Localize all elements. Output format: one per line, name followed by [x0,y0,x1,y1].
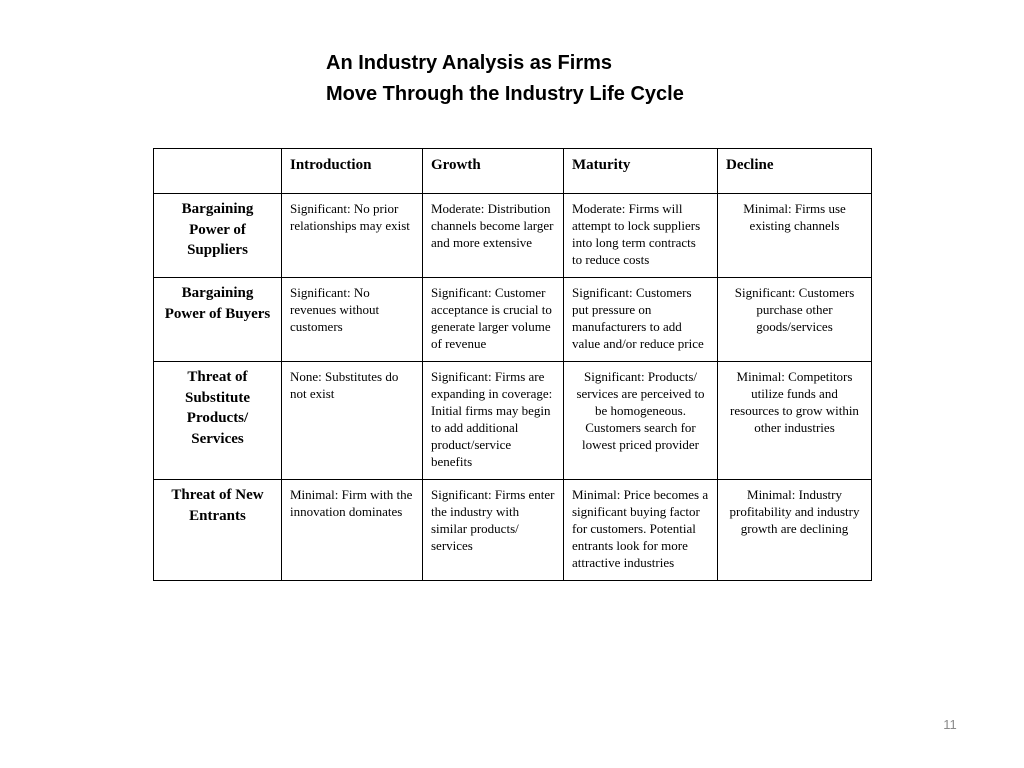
industry-analysis-table [153,148,872,581]
table-row-new-entrants [154,480,872,581]
cell-buyers-maturity: Significant: Customers put pressure on manufacturers to add value and/or reduce price [564,278,718,362]
row-header-suppliers: Bargaining Power of Suppliers [154,194,282,278]
page-number: 11 [943,717,957,732]
cell-buyers-decline: Significant: Customers purchase other goods/services [718,278,872,362]
column-header-introduction: Introduction [282,149,423,194]
cell-buyers-introduction: Significant: No revenues without customers [282,278,423,362]
table-row-suppliers [154,194,872,278]
cell-new-entrants-growth: Significant: Firms enter the industry with similar products/ services [423,480,564,581]
column-header-growth: Growth [423,149,564,194]
slide-title-line-2: Move Through the Industry Life Cycle [326,83,684,105]
cell-suppliers-introduction: Significant: No prior relationships may exist [282,194,423,278]
cell-buyers-growth: Significant: Customer acceptance is crucial to generate larger volume of revenue [423,278,564,362]
cell-new-entrants-decline: Minimal: Industry profitability and industry growth are declining [718,480,872,581]
cell-substitutes-decline: Minimal: Competitors utilize funds and resources to grow within other industries [718,362,872,480]
column-header-blank [154,149,282,194]
row-header-substitutes: Threat of Substitute Products/ Services [154,362,282,480]
cell-new-entrants-maturity: Minimal: Price becomes a significant buying factor for customers. Potential entrants look for more attractive industries [564,480,718,581]
slide-title-line-1: An Industry Analysis as Firms [326,52,613,74]
cell-suppliers-growth: Moderate: Distribution channels become larger and more extensive [423,194,564,278]
column-header-decline: Decline [718,149,872,194]
column-header-maturity: Maturity [564,149,718,194]
cell-new-entrants-introduction: Minimal: Firm with the innovation dominates [282,480,423,581]
cell-suppliers-maturity: Moderate: Firms will attempt to lock suppliers into long term contracts to reduce costs [564,194,718,278]
table-header-row [154,149,872,194]
cell-suppliers-decline: Minimal: Firms use existing channels [718,194,872,278]
slide-title [326,48,886,110]
table-row-substitutes [154,362,872,480]
cell-substitutes-introduction: None: Substitutes do not exist [282,362,423,480]
table-row-buyers [154,278,872,362]
cell-substitutes-growth: Significant: Firms are expanding in coverage: Initial firms may begin to add additional product/service benefits [423,362,564,480]
row-header-new-entrants: Threat of New Entrants [154,480,282,581]
cell-substitutes-maturity: Significant: Products/ services are perceived to be homogeneous. Customers search for lowest priced provider [564,362,718,480]
row-header-buyers: Bargaining Power of Buyers [154,278,282,362]
